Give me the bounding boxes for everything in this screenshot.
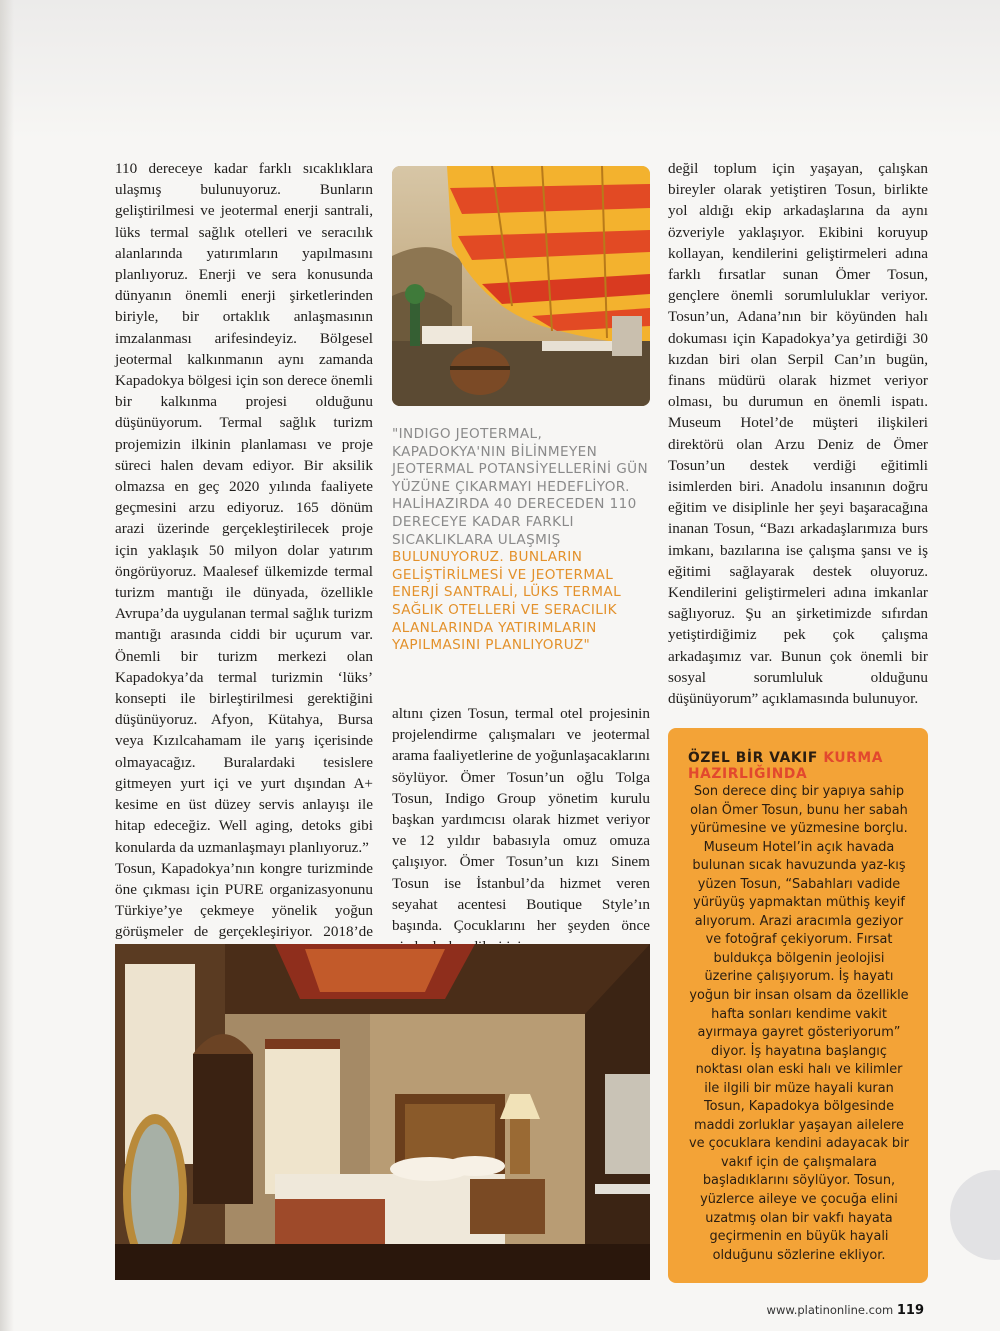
sidebar-title-red: KURMA HAZIRLIĞINDA xyxy=(688,750,883,782)
sidebar-title-dark: ÖZEL BİR VAKIF xyxy=(688,750,818,766)
hotel-room-photo xyxy=(115,944,650,1280)
page-top-shade xyxy=(0,0,1000,140)
foundation-sidebar-box xyxy=(668,728,928,1283)
column-2-paragraph: altını çizen Tosun, termal otel projesinin projelendirme çalışmaları ve jeotermal arama faaliyetlerine de yoğunlaşacaklarını söylüyor. Ömer Tosun’un oğlu Tolga Tosun, Indigo Group yönetim kurulu başkan yardımcısı olarak hizmet veriyor ve 12 yıldır babasıyla omuz omuza çalışıyor. Ömer Tosun’un kızı Sinem Tosun ise İstanbul’da hizmet veren seyahat acentesi Boutique Style’ın başında. Çocuklarını her şeyden önce xyxy=(392,705,650,935)
binding-gutter xyxy=(0,0,14,1331)
sidebar-body-text: Son derece dinç bir yapıya sahip olan Ömer Tosun, bunu her sabah yürümesine ve yüzmesine borçlu. Museum Hotel’in açık havada bulunan sıcak havuzunda yaz-kış yüzen Tosun, “Sabahları vadide yürüyüş yapmaktan müthiş keyif alıyorum. Arazi aracımla geziyor ve fotoğraf çekiyorum. Fırsat buldukça bölgenin jeolojisi üzerine çalışıyorum. İş hayatı yoğun bir insan olsam da özellikle hafta sonları kendime vakit ayırmaya gayret gösteriyorum” diyor. İş hayatına başlangıç noktası olan eski halı ve kilimler ile ilgili bir müze hayali kuran Tosun, Kapadokya bölgesinde maddi zorluklar yaşayan ailelere ve çocuklara kendini adayacak bir vakıf için de çalışmalara başladıklarını söylüyor. Tosun, yüzlerce aileye ve çocuğa elini uzatmış olan bir vakfı hayata geçirmenin en büyük hayali olduğunu sözlerine ekliyor. xyxy=(689,784,909,1263)
pull-quote-orange-part: BULUNUYORUZ. BUNLARIN GELİŞTİRİLMESİ VE JEOTERMAL ENERJİ SANTRALİ, LÜKS TERMAL SAĞLIK OTELLERİ VE SERACILIK ALANLARINDA YATIRIMLARIN YAPILMASINI PLANLIYORUZ" xyxy=(392,549,622,654)
column-3-paragraph: değil toplum için yaşayan, çalışkan bireyler olarak yetiştiren Tosun, birlikte yol aldığı ekip arkadaşlarına da aynı özveriyle yaklaşıyor. Ekibini koruyup kollayan, kendilerini geliştirmeleri adına farklı fırsatlar sunan Ömer Tosun, gençlere önemli sorumluluklar veriyor. Tosun’un, Adana’nın bir köyünden halı dokuması için Kapadokya’ya getirdiği 30 kızdan biri olan Serpil Can’ın bugün, finans müdürü olarak hizmet veriyor olması, bu durumun en önemli ispatı. Museum Hotel’de müşteri ilişkileri direktörü olan Arzu Deniz de Ömer Tosun’un destek verdiği eğitimli isimlerden biri. Anadolu insanının doğru eğitim ve disiplinle her şeyi başaracağına inanan Tosun, “Bazı arkadaşlarımıza burs imkanı, bazılarına ise çalışma şansı ve iş eğitimi sağlayarak destek oluyoruz. Kendilerini geliştirmeleri adına imkanlar sağlıyoruz. Şu an şirketimizde sıfırdan yetiştirdiğimiz pek çok çalışma arkadaşımız var. Bunun çok önemli bir sosyal sorumluluk olduğunu düşünüyorum” açıklamasında bulunuyor. xyxy=(668,160,928,708)
sidebar-title xyxy=(688,750,910,782)
column-1-paragraph: 110 dereceye kadar farklı sıcaklıklara ulaşmış bulunuyoruz. Bunların geliştirilmesi ve jeotermal enerji santrali, lüks termal sağlık otelleri ve seracılık alanlarında yatırımların yapılmasını planlıyoruz. Enerji ve sera konusunda dünyanın önemli enerji şirketlerinden biriyle, bir ortaklık anlaşmasının imzalanması arifesindeyiz. Bölgesel jeotermal kalkınmanın aynı zamanda Kapadokya bölgesi için son derece önemli bir kalkınma projesi olduğunu düşünüyorum. Termal sağlık turizm projemizin ilkinin planlaması ve proje süreci halen devam ediyor. Bir aksilik olmazsa en geç 2020 yılında faaliyete geçmesini arzu ediyoruz. 165 dönüm arazi üzerinde gerçekleştirilecek proje için yaklaşık 50 milyon dolar yatırım öngörüyoruz. Maalesef ülkemizde termal turizm mantığı ile dünyada, özellikle Avrupa’da uygulanan termal sağlık turizm mantığı arasında ciddi bir uçurum var. Önemli bir turizm merkezi olan Kapadokya’da termal turizmin ‘lüks’ konsepti ile birleştirilmesi gerektiğini düşünüyoruz. Afyon, Kütahya, Bursa veya Kızılcahamam ile yarış içerisinde olmayacağız. Buralardaki tesislere gitmeyen yurt içi ve yurt dışından A+ kesime en üst düzey servis anlayışı ile hitap edeceğiz. Well aging, detoks gibi konularda da uzmanlaşmayı planlıyoruz.” xyxy=(115,160,373,856)
page-number: 119 xyxy=(896,1303,924,1318)
page-footer xyxy=(767,1303,924,1318)
pull-quote-gray-part: "INDIGO JEOTERMAL, KAPADOKYA'NIN BİLİNMEYEN JEOTERMAL POTANSİYELLERİNİ GÜN YÜZÜNE ÇIKARMAYI HEDEFLİYOR. HALİHAZIRDA 40 DERECEDEN 110 DERECEYE KADAR FARKLI SICAKLIKLARA ULAŞMIŞ xyxy=(392,426,649,548)
article-column-1 xyxy=(115,158,373,985)
balloon-terrace-photo xyxy=(392,166,650,406)
pull-quote xyxy=(392,426,650,655)
corner-decoration xyxy=(950,1170,1000,1260)
article-column-3 xyxy=(668,158,928,709)
article-column-2 xyxy=(392,703,650,957)
column-1-paragraph: Tosun, Kapadokya’nın kongre turizminde öne çıkması için PURE organizasyonunu Türkiye’ye çekmeye yönelik yoğun görüşmeler de gerçekleşiriyor. 2018’de xyxy=(115,859,373,941)
footer-website-link[interactable]: www.platinonline.com xyxy=(766,1303,894,1317)
